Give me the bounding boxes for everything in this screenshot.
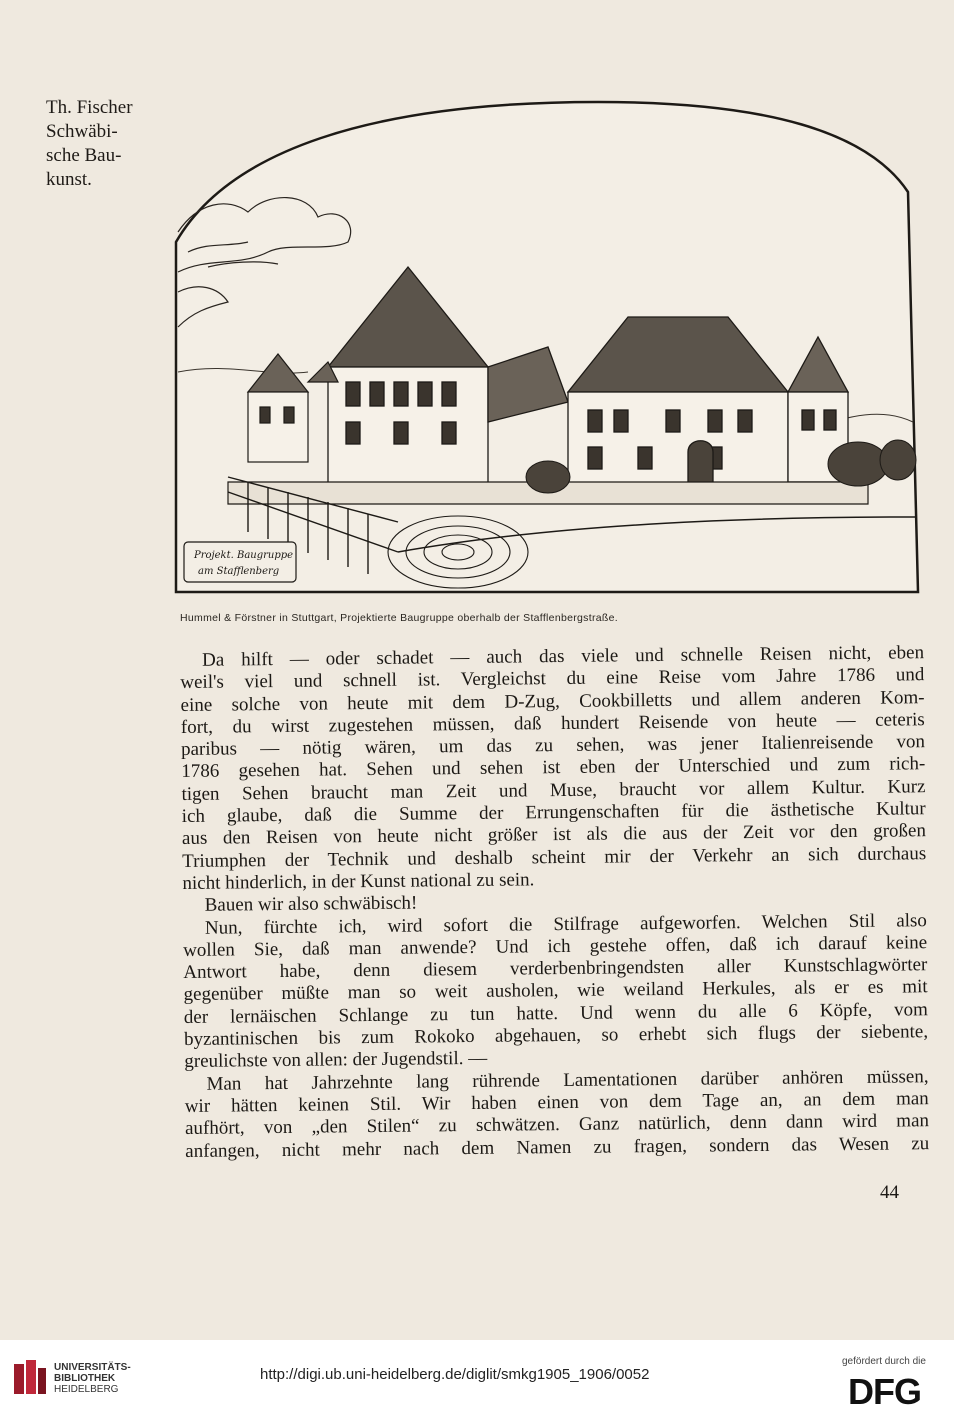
text-line: paribus — nötig wären, um das zu sehen, was jener Italienreisende von	[180, 731, 926, 761]
text-line: 1786 gesehen hat. Sehen und sehen ist eben der Unterschied und zum rich-	[181, 753, 926, 783]
library-name	[54, 1362, 131, 1395]
text-line: anfangen, nicht mehr nach dem Namen zu fragen, sondern das Wesen zu	[185, 1132, 930, 1162]
margin-note-line: Th. Fischer	[46, 97, 133, 118]
source-url-link[interactable]: http://digi.ub.uni-heidelberg.de/diglit/smkg1905_1906/0052	[260, 1366, 650, 1383]
text-line: aufhört, von „den Stilen“ zu schwätzen. Ganz natürlich, denn dann wird man	[184, 1110, 930, 1140]
signature-line: Projekt. Baugruppe	[194, 550, 294, 561]
text-line: gegenüber müßte man so weit ausholen, wie weiland Herkules, als er es mit	[183, 976, 928, 1006]
text-line: Da hilft — oder schadet — auch das viele und schnelle Reisen nicht, eben	[201, 642, 925, 671]
margin-note-line: sche Bau-	[46, 145, 122, 166]
architectural-illustration	[168, 92, 928, 612]
text-line: nicht hinderlich, in der Kunst national zu sein.	[182, 869, 535, 894]
library-name-line: HEIDELBERG	[54, 1384, 119, 1395]
text-line: eine solche von heute mit dem D-Zug, Cookbilletts und allem anderen Kom-	[180, 686, 925, 716]
text-line: weil's viel und schnell ist. Vergleichst du eine Reise vom Jahre 1786 und	[180, 664, 925, 694]
text-line: Bauen wir also schwäbisch!	[204, 892, 418, 917]
text-line: ich glaube, daß die Summe der Errungenschaften für die ästhetische Kultur	[181, 798, 926, 828]
university-library-logo-icon	[12, 1358, 48, 1398]
text-line: fort, du wirst zugestehen müssen, daß hundert Reisende von heute — ceteris	[180, 709, 925, 738]
text-line: tigen Sehen braucht man Zeit und Muse, braucht vor allem Kultur. Kurz	[181, 775, 926, 805]
text-line: aus den Reisen von heute nicht größer ist als die aus der Zeit vor den großen	[181, 820, 927, 850]
text-line: Man hat Jahrzehnte lang rührende Lamentationen darüber anhören müssen,	[206, 1065, 929, 1095]
text-line: byzantinischen bis zum Rokoko abgehauen, so erhebt sich flugs der siebente,	[183, 1021, 929, 1051]
page-number: 44	[880, 1182, 899, 1203]
margin-note-line: kunst.	[46, 169, 92, 190]
text-line: Nun, fürchte ich, wird sofort die Stilfrage aufgeworfen. Welchen Stil also	[204, 909, 927, 939]
text-line: wollen Sie, daß man anwende? Und ich gestehe offen, daß ich darauf keine	[183, 932, 928, 961]
library-name-line: UNIVERSITÄTS-	[54, 1362, 131, 1373]
body-text	[180, 642, 929, 1163]
funder-label: gefördert durch die	[842, 1356, 926, 1367]
library-name-line: BIBLIOTHEK	[54, 1373, 116, 1384]
margin-note	[46, 96, 133, 192]
dfg-logo: DFG	[848, 1371, 921, 1412]
margin-note-line: Schwäbi-	[46, 121, 118, 142]
text-line: wir hätten keinen Stil. Wir haben einen von dem Tage an, an dem man	[184, 1088, 929, 1117]
signature-line: am Stafflenberg	[198, 566, 280, 577]
text-line: der lernäischen Schlange zu tun hatte. Und wenn du alle 6 Köpfe, vom	[183, 998, 928, 1028]
text-line: Triumphen der Technik und deshalb scheint mir der Verkehr an sich durchaus	[182, 842, 927, 872]
text-line: Antwort habe, denn diesem verderbenbringendsten aller Kunstschlagwörter	[183, 954, 928, 984]
text-line: greulichste von allen: der Jugendstil. —	[184, 1048, 488, 1073]
figure-caption: Hummel & Förstner in Stuttgart, Projektierte Baugruppe oberhalb der Stafflenbergstraße.	[180, 612, 618, 624]
